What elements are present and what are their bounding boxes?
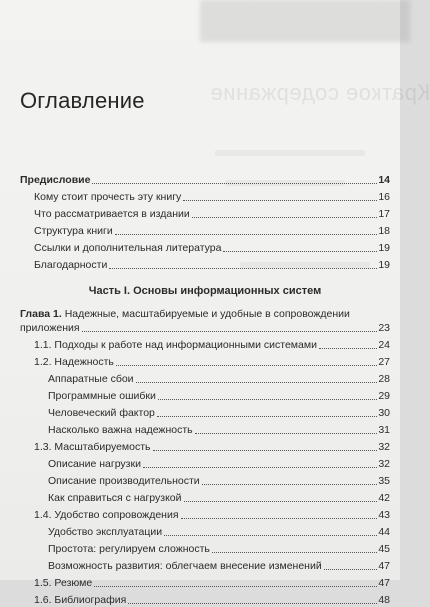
dot-leader [92, 183, 377, 184]
toc-entry[interactable] [20, 369, 390, 386]
toc-entry[interactable] [20, 522, 390, 539]
toc-entry[interactable] [20, 539, 390, 556]
toc-page-number: 29 [378, 390, 390, 402]
dot-leader [223, 251, 377, 252]
toc-page-number: 28 [378, 373, 390, 385]
toc-entry-label: 1.6. Библиография [34, 594, 127, 606]
toc-page-number: 43 [378, 509, 390, 521]
dot-leader [202, 484, 377, 485]
toc-entry[interactable] [20, 505, 390, 522]
toc-entry[interactable] [20, 403, 390, 420]
toc-entry[interactable] [20, 454, 390, 471]
toc-entry-label: Что рассматривается в издании [34, 208, 190, 220]
toc-entry[interactable] [20, 590, 390, 607]
dot-leader [158, 399, 377, 400]
table-of-contents [20, 170, 390, 607]
toc-entry[interactable] [20, 488, 390, 505]
toc-page-number: 32 [378, 458, 390, 470]
toc-entry-label: Простота: регулируем сложность [48, 543, 210, 555]
chapter-title-line [20, 308, 390, 321]
dot-leader [116, 365, 377, 366]
toc-page-number: 45 [378, 543, 390, 555]
toc-entry-label: Кому стоит прочесть эту книгу [34, 191, 182, 203]
toc-entry[interactable] [20, 335, 390, 352]
page-title: Оглавление [20, 88, 145, 113]
toc-page-number: 47 [378, 560, 390, 572]
toc-entry[interactable] [20, 420, 390, 437]
toc-page-number: 44 [378, 526, 390, 538]
dot-leader [319, 348, 377, 349]
toc-page-number: 30 [378, 407, 390, 419]
chapter-title: Надежные, масштабируемые и удобные в сопровождении [64, 308, 350, 320]
dot-leader [192, 217, 377, 218]
toc-entry[interactable] [20, 187, 390, 204]
toc-entry-preface[interactable] [20, 170, 390, 187]
toc-entry[interactable] [20, 573, 390, 590]
toc-page-number: 35 [378, 475, 390, 487]
toc-page-number: 27 [378, 356, 390, 368]
toc-entry-label: 1.4. Удобство сопровождения [34, 509, 179, 521]
dot-leader [136, 382, 377, 383]
dot-leader [82, 331, 378, 332]
toc-page-number: 32 [378, 441, 390, 453]
toc-entry[interactable] [20, 386, 390, 403]
toc-page-number: 24 [378, 339, 390, 351]
dot-leader [181, 518, 377, 519]
toc-page-number: 19 [378, 259, 390, 271]
toc-entry-label: 1.2. Надежность [34, 356, 114, 368]
toc-entry[interactable] [20, 238, 390, 255]
chapter-title-line [20, 321, 390, 335]
toc-chapter-entry[interactable] [20, 308, 390, 335]
dot-leader [164, 535, 377, 536]
chapter-prefix: Глава 1. [20, 308, 62, 320]
toc-page-number: 18 [378, 225, 390, 237]
toc-entry-label: Аппаратные сбои [48, 373, 134, 385]
dot-leader [324, 569, 377, 570]
bleed-through-title: Краткое содержание [210, 80, 430, 105]
chapter-title-continued: приложения [20, 322, 80, 334]
dot-leader [153, 450, 378, 451]
toc-entry[interactable] [20, 255, 390, 272]
toc-entry[interactable] [20, 221, 390, 238]
toc-entry-label: Благодарности [34, 259, 108, 271]
toc-entry[interactable] [20, 204, 390, 221]
toc-entry-label: Программные ошибки [48, 390, 156, 402]
part-heading[interactable]: Часть I. Основы информационных систем [88, 285, 322, 297]
toc-entry[interactable] [20, 556, 390, 573]
dot-leader [183, 200, 377, 201]
toc-page-number: 23 [378, 322, 390, 334]
toc-entry[interactable] [20, 471, 390, 488]
toc-page-number: 19 [378, 242, 390, 254]
dot-leader [128, 603, 377, 604]
bleed-through-line [215, 150, 365, 156]
toc-entry-label: Предисловие [20, 174, 91, 186]
dot-leader [115, 234, 377, 235]
toc-entry[interactable] [20, 437, 390, 454]
toc-entry-label: 1.5. Резюме [34, 577, 93, 589]
toc-entry[interactable] [20, 352, 390, 369]
toc-page-number: 42 [378, 492, 390, 504]
toc-entry-label: 1.3. Масштабируемость [34, 441, 151, 453]
toc-entry-label: Описание нагрузки [48, 458, 141, 470]
dot-leader [109, 268, 377, 269]
toc-page-number: 47 [378, 577, 390, 589]
toc-page-number: 48 [378, 594, 390, 606]
dot-leader [94, 586, 377, 587]
toc-page-number: 16 [378, 191, 390, 203]
toc-entry-label: Возможность развития: облегчаем внесение изменений [48, 560, 322, 572]
toc-page-number: 31 [378, 424, 390, 436]
toc-entry-label: Описание производительности [48, 475, 200, 487]
dot-leader [157, 416, 377, 417]
toc-entry-label: Структура книги [34, 225, 113, 237]
toc-entry-label: 1.1. Подходы к работе над информационными системами [34, 339, 317, 351]
toc-entry-label: Как справиться с нагрузкой [48, 492, 182, 504]
bleed-through-block [200, 0, 410, 42]
dot-leader [184, 501, 378, 502]
toc-page-number: 17 [378, 208, 390, 220]
toc-entry-label: Удобство эксплуатации [48, 526, 163, 538]
dot-leader [195, 433, 377, 434]
dot-leader [212, 552, 377, 553]
toc-entry-label: Ссылки и дополнительная литература [34, 242, 222, 254]
toc-page-number: 14 [378, 174, 390, 186]
toc-entry-label: Насколько важна надежность [48, 424, 193, 436]
toc-entry-label: Человеческий фактор [48, 407, 155, 419]
dot-leader [143, 467, 377, 468]
